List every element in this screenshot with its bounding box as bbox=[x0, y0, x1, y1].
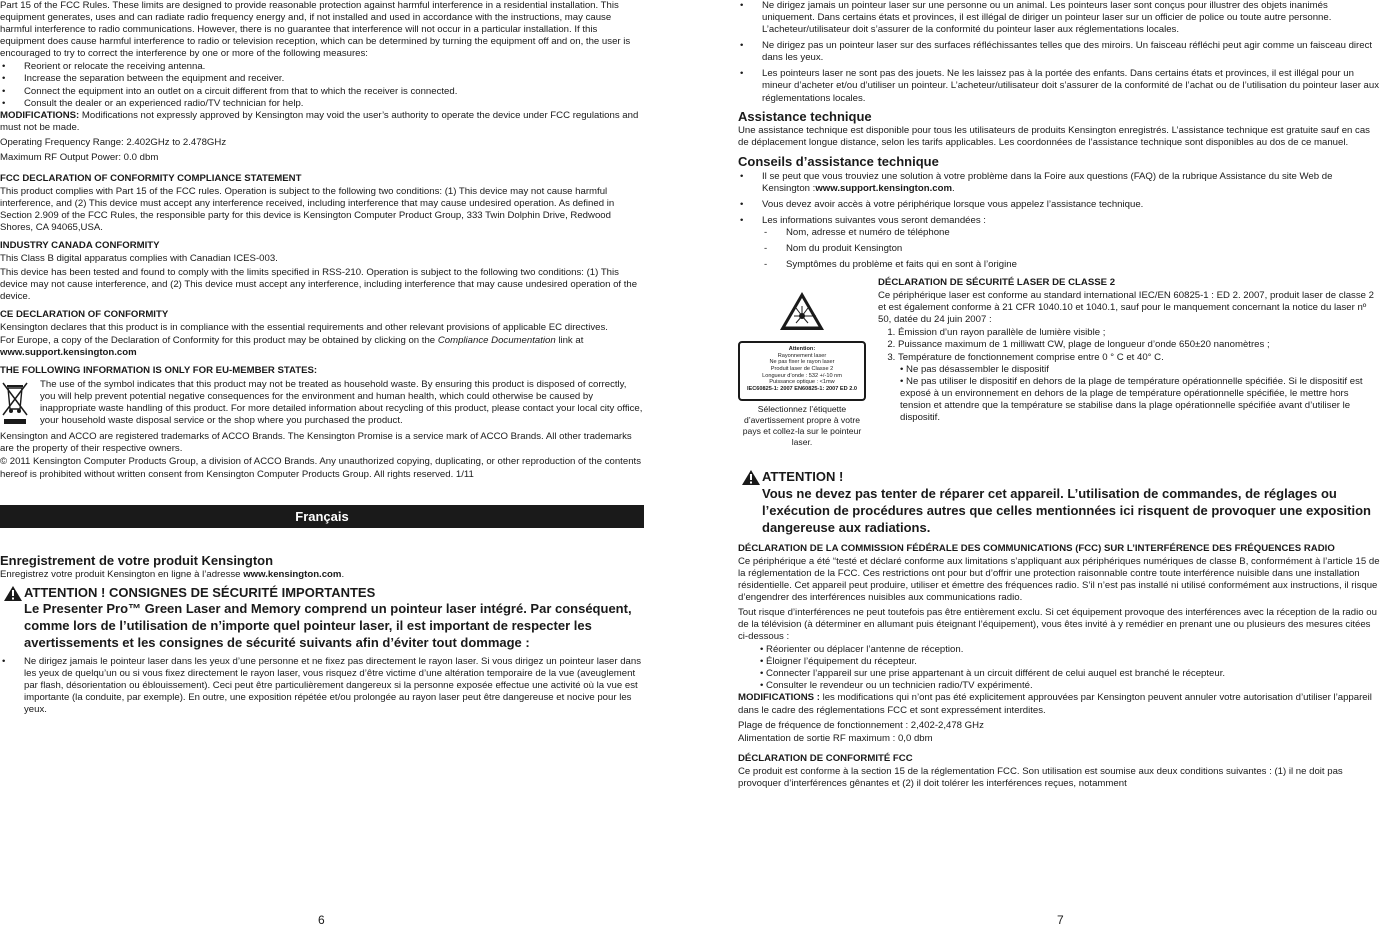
right-page bbox=[738, 0, 1381, 791]
safety-warning-body: Le Presenter Pro™ Green Laser and Memory comprend un pointeur laser intégré. Par conséquent, comme lors de l’utilisation de n’importe quel pointeur laser, il est important de respecter les avertissements et les consignes de sécurité suivants afin d’éviter tout dommage : bbox=[24, 601, 632, 651]
fcc-fr-text-2: Tout risque d’interférences ne peut toutefois pas être entièrement exclu. Si cet équipement provoque des interférences avec la réception de la radio ou de la télévision (à déterminer en allumant puis éteignant l’équipement), vous êtes invité à y remédier en prenant une ou plusieurs des mesures citées ci-dessous : bbox=[738, 606, 1377, 643]
list-item: • Ne dirigez jamais le pointeur laser dans les yeux d’une personne et ne fixez pas directement le rayon laser. Si vous dirigez un pointeur laser dans les yeux de quelqu’un ou si vous fixez directement le rayon laser, vous risquez d’être victime d’une altération temporaire de la vue (aveuglement par flash, désorientation ou éblouissement). Ceci peut être particulièrement dangereux si la personne exposée effectue une activité où la vue est importante (la conduite, par exemple). En outre, une exposition répétée et/ou prolongée au rayon laser peut être dangereuse et nocive pour les yeux. bbox=[0, 656, 644, 716]
modifications-fr-text: les modifications qui n’ont pas été explicitement approuvées par Kensington peuvent annuler votre autorisation d’utiliser l’appareil dans le cadre des réglementations FCC et sont expressément interdites. bbox=[738, 692, 1372, 716]
fcc-fr-measures bbox=[738, 644, 1381, 692]
list-item: • Reorient or relocate the receiving antenna. bbox=[0, 61, 644, 73]
list-item: • Ne dirigez jamais un pointeur laser sur une personne ou un animal. Les pointeurs laser sont conçus pour illustrer des objets inanimés uniquement. Dans certains états et provinces, il est illégal de diriger un pointeur laser sur un officier de police ou toute autre personne. L’acheteur/utilisateur doit s’assurer de la conformité du pointeur laser aux réglementations locales. bbox=[738, 0, 1381, 36]
fcc-fr-text: Ce périphérique a été “testé et déclaré conforme aux limitations s’appliquant aux périphériques numériques de classe B, conformément à l’article 15 de la réglementation de la FCC. Ces restrictions ont pour but d’offrir une protection raisonnable contre toute interférence nuisible dans une installation résidentielle. Cet appareil peut produire, utiliser et émettre des fréquences radio. S’il n’est pas installé ni utilisé conformément aux instructions, il risque d’engendrer des interférences nuisibles aux communications radio. bbox=[738, 555, 1380, 603]
list-item: • Les pointeurs laser ne sont pas des jouets. Ne les laissez pas à la portée des enfants. Dans certains états et provinces, il est illégal pour un mineur d’acheter et/ou d’utiliser un pointeur. L’acheteur/utilisateur doit s’assurer de la conformité de l’achat ou de l’utilisation du pointeur laser aux réglementations locales. bbox=[738, 68, 1381, 104]
fcc-declaration-heading: FCC DECLARATION OF CONFORMITY COMPLIANCE STATEMENT bbox=[0, 173, 302, 185]
list-item: • Il se peut que vous trouviez une solution à votre problème dans la Foire aux questions (FAQ) de la rubrique Assistance du site Web de Kensington :www.support.kensington.com. bbox=[738, 171, 1381, 195]
list-item: • Connect the equipment into an outlet on a circuit different from that to which the receiver is connected. bbox=[0, 86, 644, 98]
fcc-declaration-text: This product complies with Part 15 of the FCC rules. Operation is subject to the following two conditions: (1) This device may not cause harmful interference, and (2) This device must accept any interference received, including interference that may cause undesired operation. As defined in Section 2.909 of the FCC Rules, the responsible party for this device is Kensington Computer Product Group, 333 Twin Dolphin Drive, Redwood Shores, CA 94065,USA. bbox=[0, 186, 615, 234]
frequency-range: Operating Frequency Range: 2.402GHz to 2.478GHz bbox=[0, 136, 227, 148]
repair-warning-title: ATTENTION ! bbox=[762, 469, 844, 485]
frequency-range-fr: Plage de fréquence de fonctionnement : 2,402-2,478 GHz bbox=[738, 719, 984, 731]
tech-support-text: Une assistance technique est disponible pour tous les utilisateurs de produits Kensington enregistrés. L’assistance technique est gratuite sauf en cas de déplacement longue distance, selon les tarifs applicables. Les coordonnées de l’assistance technique sont disponibles au dos de ce manuel. bbox=[738, 125, 1370, 149]
language-section-band: Français bbox=[0, 505, 644, 528]
required-info-list bbox=[762, 227, 1381, 271]
warning-icon bbox=[742, 470, 760, 485]
list-item: • Réorienter ou déplacer l’antenne de réception. bbox=[760, 644, 1381, 656]
laser-hazard-icon bbox=[779, 291, 825, 331]
repair-warning-body: Vous ne devez pas tenter de réparer cet appareil. L’utilisation de commandes, de réglages ou l’exécution de procédures autres que celles mentionnées ici risquent de provoquer une exposition dangereuse aux radiations. bbox=[762, 485, 1371, 535]
modifications-fr-label: MODIFICATIONS : bbox=[738, 692, 820, 704]
fcc-conformity-fr-heading: DÉCLARATION DE CONFORMITÉ FCC bbox=[738, 752, 913, 764]
trademark-notice: Kensington and ACCO are registered trademarks of ACCO Brands. The Kensington Promise is a service mark of ACCO Brands. All other trademarks are the property of their respective owners. bbox=[0, 431, 632, 455]
kensington-url[interactable]: www.kensington.com bbox=[243, 568, 342, 580]
list-item: • Increase the separation between the equipment and receiver. bbox=[0, 73, 644, 85]
list-item: • Vous devez avoir accès à votre périphérique lorsque vous appelez l’assistance technique. bbox=[738, 199, 1381, 211]
list-item: • Ne dirigez pas un pointeur laser sur des surfaces réfléchissantes telles que des miroirs. Un faisceau réfléchi peut agir comme un faisceau direct dans les yeux. bbox=[738, 40, 1381, 64]
safety-bullets bbox=[0, 656, 644, 716]
ce-heading: CE DECLARATION OF CONFORMITY bbox=[0, 308, 169, 320]
canada-text-2: This device has been tested and found to comply with the limits specified in RSS-210. Operation is subject to the following two conditions: (1) This device may not cause interference, and (2) This device must accept any interference, including interference that may cause undesired operation of the device. bbox=[0, 266, 638, 302]
tech-support-heading: Assistance technique bbox=[738, 108, 872, 124]
warning-icon bbox=[4, 586, 22, 601]
laser-spec-list bbox=[878, 327, 1381, 363]
support-url[interactable]: www.support.kensington.com bbox=[815, 182, 952, 194]
list-item: - Symptômes du problème et faits qui en sont à l’origine bbox=[762, 259, 1381, 271]
eu-weee-text: The use of the symbol indicates that this product may not be treated as household waste. By ensuring this product is disposed of correctly, you will help prevent potential negative consequences for the environment and human health, which could otherwise be caused by inappropriate waste handling of this product. For more detailed information about recycling of this product, please contact your local city office, your household waste disposal service or the shop where you purchased the product. bbox=[40, 379, 643, 427]
laser-warning-label: Attention: Rayonnement laser Ne pas fixer le rayon laser Produit laser de Classe 2 Longueur d’onde : 532 +/-10 nm Puissance optique : <1mw IEC60825-1: 2007 EN60825-1: 2007 ED 2.0 bbox=[738, 341, 866, 401]
safety-warning-title: ATTENTION ! CONSIGNES DE SÉCURITÉ IMPORTANTES bbox=[24, 585, 376, 601]
measures-list bbox=[0, 61, 644, 109]
registration-text: Enregistrez votre produit Kensington en ligne à l’adresse www.kensington.com. bbox=[0, 568, 345, 580]
canada-heading: INDUSTRY CANADA CONFORMITY bbox=[0, 240, 160, 252]
registration-heading: Enregistrement de votre produit Kensington bbox=[0, 552, 274, 568]
fcc-fr-heading: DÉCLARATION DE LA COMMISSION FÉDÉRALE DES COMMUNICATIONS (FCC) SUR L’INTERFÉRENCE DES FRÉQUENCES RADIO bbox=[738, 542, 1335, 554]
safety-warning bbox=[0, 585, 644, 652]
modifications-label: MODIFICATIONS: bbox=[0, 109, 80, 121]
copyright-notice: © 2011 Kensington Computer Products Group, a division of ACCO Brands. Any unauthorized copying, duplicating, or other reproduction of the contents hereof is prohibited without written consent from Kensington Computer Products Group. All rights reserved. 1/11 bbox=[0, 456, 641, 480]
rf-output-power-fr: Alimentation de sortie RF maximum : 0,0 dbm bbox=[738, 732, 933, 744]
list-item: - Nom du produit Kensington bbox=[762, 243, 1381, 255]
fcc-conformity-fr-text: Ce produit est conforme à la section 15 de la réglementation FCC. Son utilisation est soumise aux deux conditions suivantes : (1) il ne doit pas provoquer d’interférences gênantes et (2) il doit tolérer les interférences reçues, notamment bbox=[738, 765, 1343, 789]
modifications-paragraph bbox=[0, 110, 644, 134]
modifications-text: Modifications not expressly approved by Kensington may void the user’s authority to operate the device under FCC regulations and must not be made. bbox=[0, 109, 639, 133]
tech-tips-heading: Conseils d’assistance technique bbox=[738, 154, 939, 170]
laser-safety-bullets bbox=[738, 0, 1381, 105]
list-item: - Nom, adresse et numéro de téléphone bbox=[762, 227, 1381, 239]
label-caption: Sélectionnez l’étiquette d’avertissement propre à votre pays et collez-la sur le pointeur laser. bbox=[742, 404, 862, 447]
page-number-right: 7 bbox=[1057, 913, 1064, 927]
support-url[interactable]: www.support.kensington.com bbox=[0, 347, 137, 359]
modifications-fr-paragraph bbox=[738, 692, 1381, 716]
list-item: • Éloigner l’équipement du récepteur. bbox=[760, 656, 1381, 668]
list-item: • Consult the dealer or an experienced radio/TV technician for help. bbox=[0, 98, 644, 110]
repair-warning bbox=[738, 469, 1381, 536]
laser-precautions-list bbox=[878, 364, 1381, 424]
list-item: 2. Puissance maximum de 1 milliwatt CW, plage de longueur d’onde 650±20 nanomètres ; bbox=[898, 339, 1381, 351]
list-item: • Connecter l’appareil sur une prise appartenant à un circuit différent de celui auquel est branché le récepteur. bbox=[760, 668, 1381, 680]
fcc-intro: Part 15 of the FCC Rules. These limits are designed to provide reasonable protection against harmful interference in a residential installation. This equipment generates, uses and can radiate radio frequency energy and, if not installed and used in accordance with the instructions, may cause harmful interference to radio communications. However, there is no guarantee that interference will not occur in a particular installation. If this equipment does cause harmful interference to radio or television reception, which can be determined by turning the equipment off and on, the user is encouraged to try to correct the interference by one or more of the following measures: bbox=[0, 0, 631, 60]
list-item: 3. Température de fonctionnement comprise entre 0 ° C et 40° C. bbox=[898, 352, 1381, 364]
rf-output-power: Maximum RF Output Power: 0.0 dbm bbox=[0, 151, 159, 163]
tech-tips-list bbox=[738, 171, 1381, 272]
list-item: 1. Émission d’un rayon parallèle de lumière visible ; bbox=[898, 327, 1381, 339]
laser-declaration-heading: DÉCLARATION DE SÉCURITÉ LASER DE CLASSE 2 bbox=[878, 277, 1116, 289]
ce-text-2: For Europe, a copy of the Declaration of Conformity for this product may be obtained by clicking on the Compliance Documentation link at www.support.kensington.com bbox=[0, 334, 584, 359]
list-item: • Les informations suivantes vous seront demandées : - Nom, adresse et numéro de téléphone - Nom du produit Kensington - Symptômes du problème et faits qui en sont à l’origine bbox=[738, 215, 1381, 271]
laser-declaration-text: Ce périphérique laser est conforme au standard international IEC/EN 60825-1 : ED 2. 2007, produit laser de classe 2 et est également conforme à 21 CFR 1040.10 et 1040.1, sauf pour le manquement concernant la notice du laser nº 50, datée du 24 juin 2007 : bbox=[878, 290, 1374, 326]
crossed-bin-icon bbox=[0, 379, 40, 431]
ce-text-1: Kensington declares that this product is in compliance with the essential requirements and other relevant provisions of applicable EC directives. bbox=[0, 321, 608, 333]
list-item: • Ne pas désassembler le dispositif bbox=[900, 364, 1381, 376]
eu-heading: THE FOLLOWING INFORMATION IS ONLY FOR EU-MEMBER STATES: bbox=[0, 365, 318, 377]
left-page bbox=[0, 0, 644, 716]
canada-text-1: This Class B digital apparatus complies with Canadian ICES-003. bbox=[0, 253, 278, 265]
list-item: • Ne pas utiliser le dispositif en dehors de la plage de température opérationnelle spécifiée. Si le dispositif est exposé à un environnement en dehors de la plage de température opérationnelle spécifiée, le mettre hors tension et attendre que la température se stabilise dans la plage opérationnelle spécifiée avant d’utiliser le dispositif. bbox=[900, 376, 1381, 424]
laser-declaration-block bbox=[738, 277, 1381, 447]
list-item: • Consulter le revendeur ou un technicien radio/TV expérimenté. bbox=[760, 680, 1381, 692]
page-number-left: 6 bbox=[318, 913, 325, 927]
eu-weee-block bbox=[0, 379, 644, 431]
compliance-doc-link-text: Compliance Documentation bbox=[437, 334, 556, 346]
